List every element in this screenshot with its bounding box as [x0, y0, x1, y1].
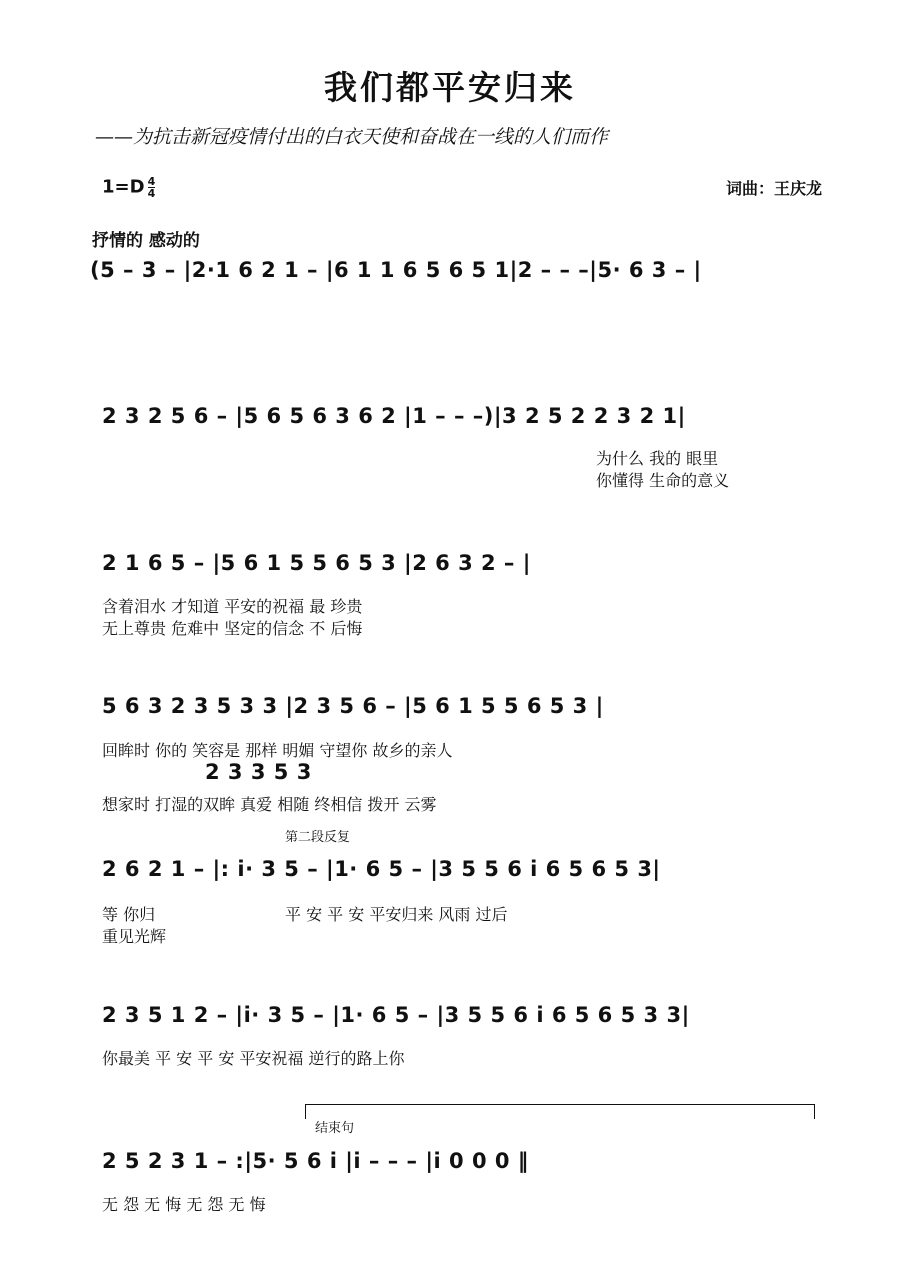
lyric-line: 等 你归: [102, 905, 156, 924]
score-line-3: 2 1 6 5 – |5 6 1 5 5 6 5 3 |2 6 3 2 – |: [102, 551, 531, 575]
lyric-line: 无 怨 无 悔 无 怨 无 悔: [102, 1195, 266, 1214]
key-signature: [102, 176, 155, 199]
lyric-line: 想家时 打湿的双眸 真爱 相随 终相信 拨开 云雾: [102, 795, 437, 814]
song-subtitle: ——为抗击新冠疫情付出的白衣天使和奋战在一线的人们而作: [95, 126, 609, 148]
lyric-line: 重见光辉: [102, 927, 167, 946]
tempo-marking: 抒情的 感动的: [92, 231, 200, 251]
score-line-4-variant: 2 3 3 5 3: [205, 760, 312, 784]
repeat-annotation: 第二段反复: [285, 830, 351, 845]
lyric-line: 你最美 平 安 平 安 平安祝福 逆行的路上你: [102, 1049, 405, 1068]
key-label: 1=D: [102, 176, 145, 198]
score-line-7: 2 5 2 3 1 – :|5· 5 6 i |i – – – |i 0 0 0 ‖: [102, 1149, 529, 1173]
score-line-6: 2 3 5 1 2 – |i· 3 5 – |1· 6 5 – |3 5 5 6 i 6 5 6 5 3 3|: [102, 1003, 690, 1027]
ending-label: 结束句: [315, 1121, 355, 1136]
composer-credit: 词曲：王庆龙: [725, 179, 822, 198]
score-line-1: (5 – 3 – |2·1 6 2 1 – |6 1 1 6 5 6 5 1|2 – – –|5· 6 3 – |: [90, 258, 702, 282]
lyric-line: 无上尊贵 危难中 坚定的信念 不 后悔: [102, 619, 363, 638]
ending-bracket: [305, 1104, 815, 1119]
lyric-line: 为什么 我的 眼里: [596, 449, 719, 468]
lyric-line: 回眸时 你的 笑容是 那样 明媚 守望你 故乡的亲人: [102, 741, 453, 760]
time-signature: [148, 176, 156, 199]
lyric-line: 平 安 平 安 平安归来 风雨 过后: [285, 905, 508, 924]
score-line-4: 5 6 3 2 3 5 3 3 |2 3 5 6 – |5 6 1 5 5 6 5 3 |: [102, 694, 604, 718]
time-denominator: 4: [147, 187, 156, 200]
lyric-line: 你懂得 生命的意义: [596, 471, 730, 490]
score-line-2: 2 3 2 5 6 – |5 6 5 6 3 6 2 |1 – – –)|3 2 5 2 2 3 2 1|: [102, 404, 686, 428]
song-title: 我们都平安归来: [324, 68, 576, 107]
lyric-line: 含着泪水 才知道 平安的祝福 最 珍贵: [102, 597, 363, 616]
score-line-5: 2 6 2 1 – |: i· 3 5 – |1· 6 5 – |3 5 5 6 i 6 5 6 5 3|: [102, 857, 661, 881]
time-numerator: 4: [147, 175, 156, 188]
